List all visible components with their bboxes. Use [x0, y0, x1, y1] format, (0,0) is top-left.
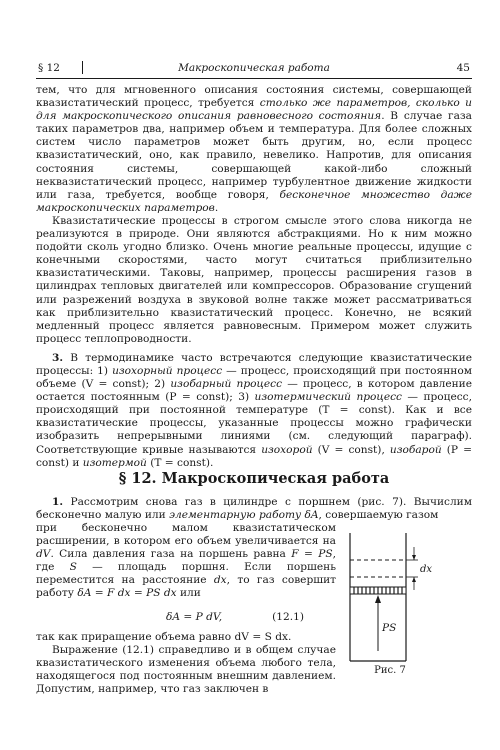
label-dx: dx — [420, 564, 433, 575]
section-heading: § 12. Макроскопическая работа — [118, 470, 390, 487]
running-header — [36, 60, 472, 76]
equation-number: (12.1) — [272, 611, 304, 623]
dx-dimension — [406, 547, 418, 590]
figure-caption: Рис. 7 — [374, 665, 406, 676]
section-paragraph-1: 1. Рассмотрим снова газ в цилиндре с поршнем (рис. 7). Вычислим бесконечно малую или элементарную работу δA, совершаемую газом — [36, 496, 472, 522]
section-paragraph-2: Выражение (12.1) справедливо и в общем случае квазистатического изменения объема любого тела, находящегося под постоянным внешним давлением. Допустим, например, что газ заключен в — [36, 644, 336, 696]
section-column-text — [36, 522, 336, 601]
label-ps: PS — [382, 622, 397, 634]
section-column-text-2 — [36, 631, 336, 696]
header-section-number: § 12 — [38, 62, 60, 74]
paragraph-2: Квазистатические процессы в строгом смысле этого слова никогда не реализуются в природе. Они являются абстракциями. Но к ним можно подойти сколь угодно близко. Очень многие реальные процессы, идущие с конечными скоростями, часто могут считаться приблизительно квазистатическими. Таковы, например, процессы расширения газов в цилиндрах тепловых двигателей или компрессоров. Образование сгущений или разрежений воздуха в звуковой волне также может рассматриваться как приблизительно квазистатический процесс. Конечно, не всякий медленный процесс является равновесным. Примером может служить процесс теплопроводности. — [36, 214, 472, 345]
header-title: Макроскопическая работа — [178, 62, 330, 74]
force-arrow — [375, 595, 381, 651]
header-rule — [36, 78, 472, 79]
section-paragraph-1-cont: при бесконечно малом квазистатическом расширении, в котором его объем увеличивается на dV. Сила давления газа на поршень равна F = PS, где S — площадь поршня. Если поршень переместится на расстояние dx, то газ совершит работу δA = F dx = PS dx или — [36, 522, 337, 600]
piston — [350, 587, 406, 594]
section-intro — [36, 496, 472, 522]
equation-explanation: так как приращение объема равно dV = S dx. — [36, 631, 292, 643]
equation-formula: δA = P dV, — [166, 611, 223, 623]
page-number: 45 — [456, 62, 470, 74]
paragraph-1: тем, что для мгновенного описания состояния системы, совершающей квазистатический процесс, требуется столько же параметров, сколько и для макроскопического описания равновесного состояния. В случае газа таких параметров два, например объем и температура. Для более сложных систем число параметров может быть другим, но, если процесс квазистатический, оно, как правило, невелико. Напротив, для описания состояния системы, совершающей какой-либо сложный неквазистатический процесс, например турбулентное движение жидкости или газа, требуется, вообще говоря, бесконечное множество даже макроскопических параметров. — [36, 84, 472, 214]
body-text — [36, 84, 472, 470]
paragraph-3: 3. В термодинамике часто встречаются следующие квазистатические процессы: 1) изохорный процесс — процесс, происходящий при постоянном объеме (V = const); 2) изобарный процесс — процесс, в котором давление остается постоянным (P = const); 3) изотермический процесс — процесс, происходящий при постоянной температуре (T = const). Как и все квазистатические процессы, указанные процессы можно графически изобразить непрерывными линиями (см. следующий параграф). Соответствующие кривые называются изохорой (V = const), изобарой (P = const) и изотермой (T = const). — [36, 351, 472, 469]
